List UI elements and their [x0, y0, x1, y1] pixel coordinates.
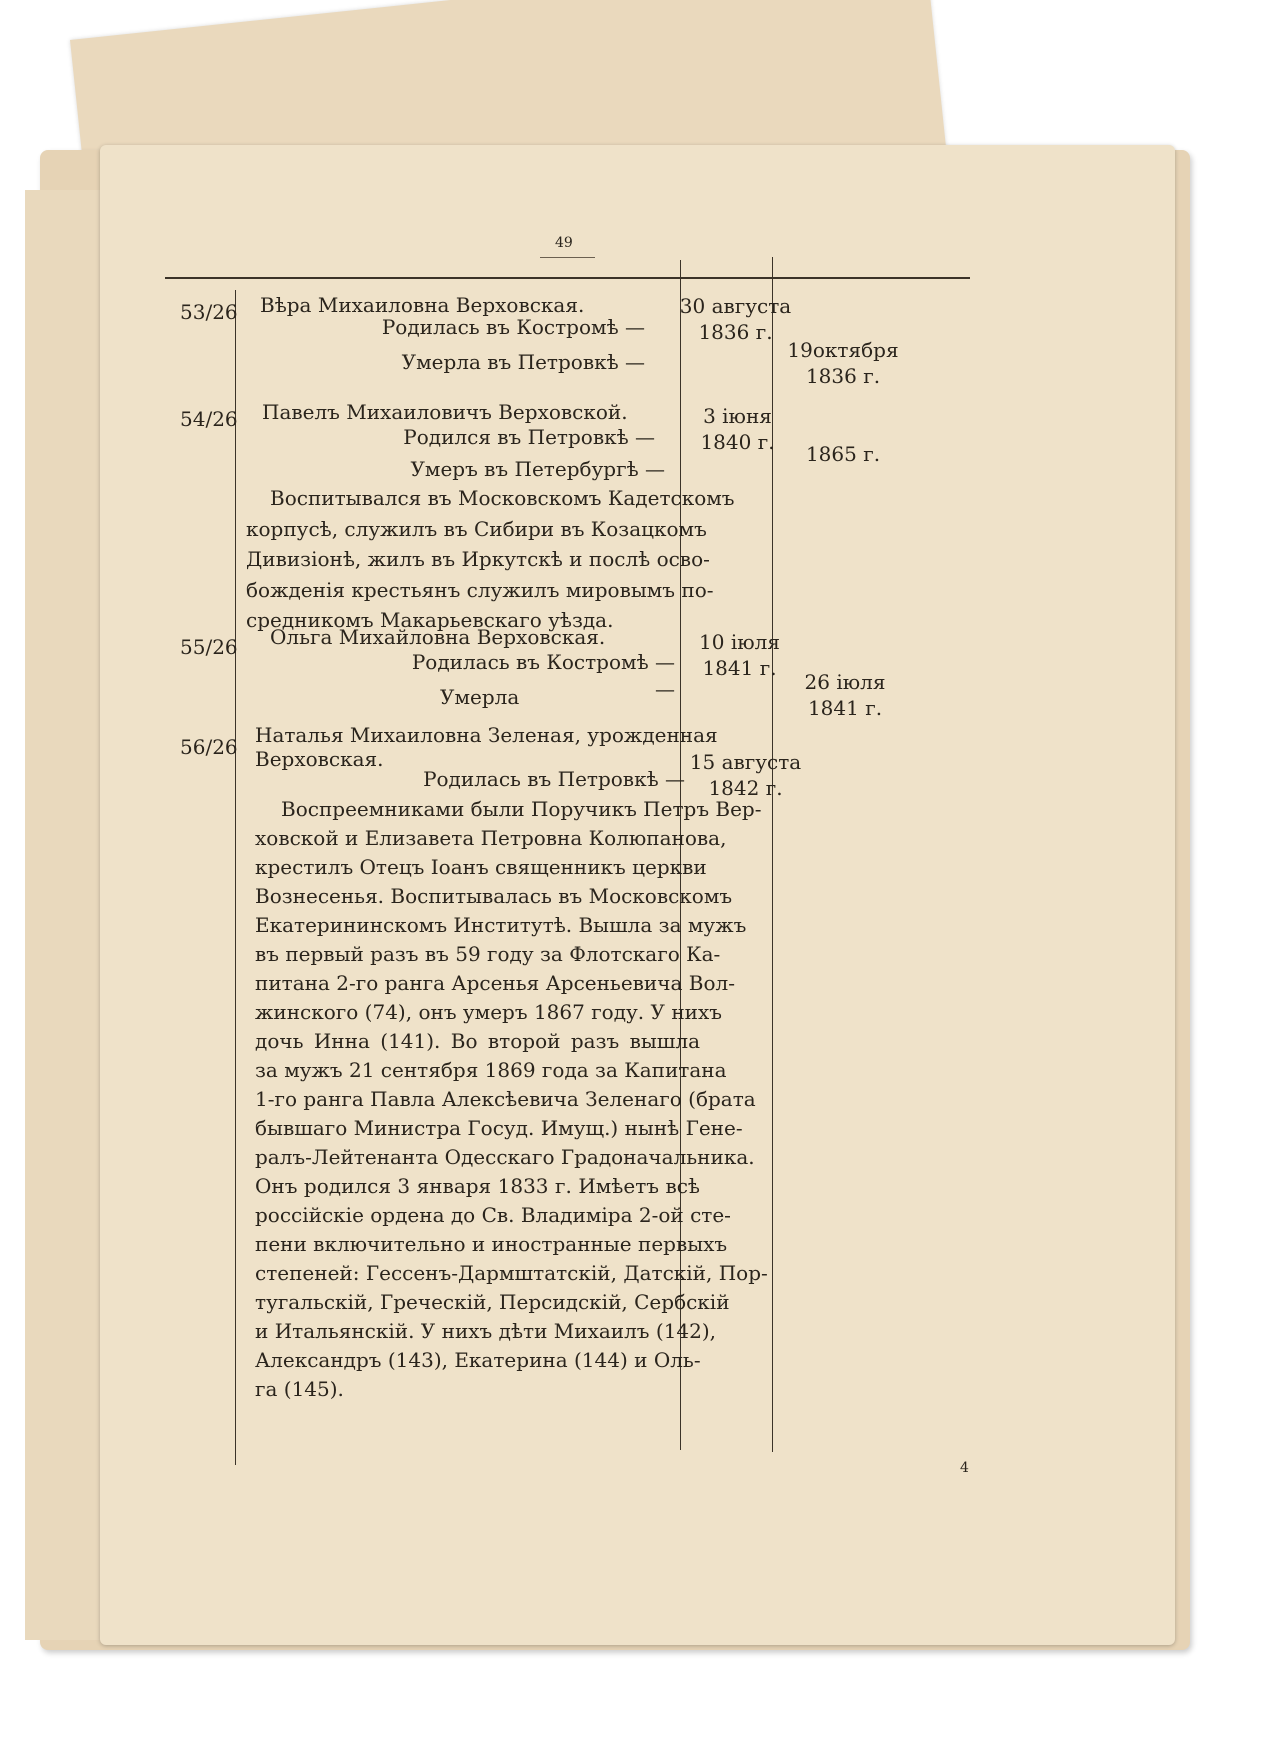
death-date: 26 іюля 1841 г.: [804, 670, 886, 720]
bio-line: ховской и Елизавета Петровна Колюпанова,: [255, 826, 727, 850]
bio-line: за мужъ 21 сентября 1869 года за Капитана: [255, 1058, 727, 1082]
bio-line: Вознесенья. Воспитывалась въ Московскомъ: [255, 884, 733, 908]
entry-number: 55/26: [180, 635, 238, 659]
bio-line: средникомъ Макарьевскаго уѣзда.: [246, 608, 614, 632]
entry-event: Родилась въ Костромѣ —: [411, 650, 675, 674]
header-rule: [165, 277, 970, 279]
birth-date: 30 августа 1836 г.: [679, 294, 792, 344]
bio-line: тугальскій, Греческій, Персидскій, Сербскій: [255, 1290, 730, 1314]
birth-date: 15 августа 1842 г.: [689, 750, 802, 800]
bio-line: дочь Инна (141). Во второй разъ вышла: [255, 1029, 700, 1053]
bio-line: Дивизіонѣ, жилъ въ Иркутскѣ и послѣ осво-: [246, 547, 710, 571]
bio-line: Воспреемниками были Поручикъ Петръ Вер-: [281, 797, 762, 821]
death-date: 1865 г.: [805, 442, 881, 466]
bio-line: россійскіе ордена до Св. Владиміра 2-ой сте-: [255, 1203, 731, 1227]
bio-line: питана 2-го ранга Арсенья Арсеньевича Вол-: [255, 971, 735, 995]
entry-name: Наталья Михаиловна Зеленая, урожденная: [255, 723, 718, 747]
bio-line: га (145).: [255, 1377, 344, 1401]
entry-name-continued: Верховская.: [255, 747, 384, 771]
entry-event: Родился въ Петровкѣ —: [403, 425, 655, 449]
bio-line: Воспитывался въ Московскомъ Кадетскомъ: [270, 486, 735, 510]
document-page: [100, 145, 1175, 1645]
dash: —: [655, 677, 675, 701]
bio-line: 1-го ранга Павла Алексѣевича Зеленаго (брата: [255, 1087, 756, 1111]
bio-line: крестилъ Отецъ Іоанъ священникъ церкви: [255, 855, 707, 879]
bio-line: Екатерининскомъ Институтѣ. Вышла за мужъ: [255, 913, 747, 937]
entry-name: Павелъ Михаиловичъ Верховской.: [262, 400, 628, 424]
bio-line: Онъ родился 3 января 1833 г. Имѣетъ всѣ: [255, 1174, 700, 1198]
biography: [255, 795, 768, 1404]
bio-line: въ первый разъ въ 59 году за Флотскаго Ка-: [255, 942, 721, 966]
entry-event: Умеръ въ Петербургѣ —: [410, 457, 665, 481]
entry-event: Родилась въ Петровкѣ —: [423, 767, 685, 791]
entry-number: 56/26: [180, 735, 238, 759]
bio-line: бывшаго Министра Госуд. Имущ.) нынѣ Гене-: [255, 1116, 743, 1140]
birth-date: 10 іюля 1841 г.: [699, 630, 780, 680]
biography: [246, 483, 735, 636]
bio-line: Александръ (143), Екатерина (144) и Оль-: [255, 1348, 701, 1372]
page-number-rule: [540, 257, 595, 258]
entry-event: Родилась въ Костромѣ —: [381, 315, 645, 339]
entry-name: Ольга Михайловна Верховская.: [270, 625, 606, 649]
column-rule-left: [235, 290, 236, 1465]
entry-number: 54/26: [180, 407, 238, 431]
bio-line: жинского (74), онъ умеръ 1867 году. У нихъ: [255, 1000, 722, 1024]
bio-line: и Итальянскій. У нихъ дѣти Михаилъ (142),: [255, 1319, 717, 1343]
death-date: 19октября 1836 г.: [787, 338, 899, 388]
entry-number: 53/26: [180, 300, 238, 324]
birth-date: 3 іюня 1840 г.: [700, 404, 775, 454]
bio-line: ралъ-Лейтенанта Одесскаго Градоначальника.: [255, 1145, 755, 1169]
page-number: 49: [555, 235, 573, 251]
entry-event: Умерла: [440, 685, 520, 709]
signature-mark: 4: [960, 1460, 969, 1476]
bio-line: степеней: Гессенъ-Дармштатскій, Датскій, Пор-: [255, 1261, 768, 1285]
entry-name: Вѣра Михаиловна Верховская.: [260, 293, 585, 317]
bio-line: корпусѣ, служилъ въ Сибири въ Козацкомъ: [246, 516, 707, 541]
book-spine: [25, 190, 105, 1640]
bio-line: божденія крестьянъ служилъ мировымъ по-: [246, 577, 714, 602]
entry-event: Умерла въ Петровкѣ —: [401, 350, 645, 374]
bio-line: пени включительно и иностранные первыхъ: [255, 1232, 728, 1256]
